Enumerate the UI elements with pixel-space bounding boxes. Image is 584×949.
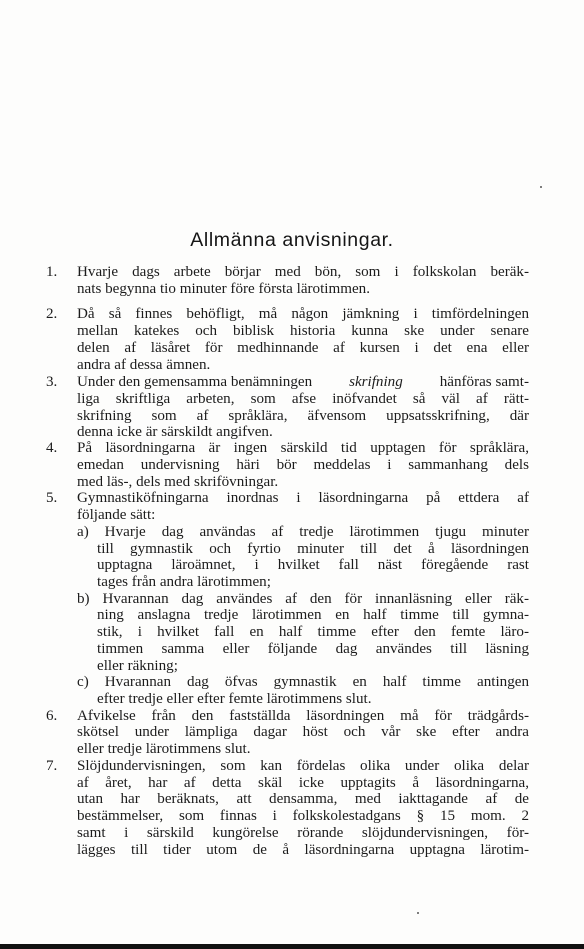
text-line: Hvarje dags arbete börjar med bön, som i folkskolan beräk- [77, 264, 529, 280]
text-line: På läsordningarna är ingen särskild tid upptagen för språklära, [77, 440, 529, 456]
text-line: delen af läsåret för medhinnande af kursen i det ena eller [77, 340, 529, 356]
text-line: Slöjdundervisningen, som kan fördelas olika under olika delar [77, 758, 529, 774]
text-segment: Under den gemensamma benämningen [77, 374, 313, 390]
text-line: bestämmelser, som finnas i folkskolestadgans § 15 mom. 2 [77, 808, 529, 824]
paper-speck [540, 186, 542, 188]
text-line: utan har beräknats, att densamma, med iakttagande af de [77, 791, 529, 807]
text-line: liga skriftliga arbeten, som afse inöfvandet så väl af rätt- [77, 391, 529, 407]
text-line [77, 374, 529, 390]
text-line: stik, i hvilket fall en half timme efter den femte läro- [97, 624, 529, 640]
text-line: till gymnastik och fyrtio minuter till det å läsordningen [97, 541, 529, 557]
text-line: emedan undervisning häri bör meddelas i sammanhang dels [77, 457, 529, 473]
item-number: 4. [46, 440, 58, 456]
item-number: 3. [46, 374, 58, 390]
text-line: andra af dessa ämnen. [77, 357, 211, 373]
item-number: 7. [46, 758, 58, 774]
item-number: 6. [46, 708, 58, 724]
text-line: af året, har af detta skäl icke upptagits å läsordningarna, [77, 775, 529, 791]
text-line: skötsel under lämpliga dagar höst och vår ske efter andra [77, 724, 529, 740]
text-line: efter tredje eller efter femte lärotimmens slut. [97, 691, 372, 707]
text-line: eller tredje lärotimmens slut. [77, 741, 251, 757]
text-line: lägges till tider utom de å läsordningarna upptagna lärotim- [77, 842, 529, 858]
emphasized-term: skrifning [349, 374, 403, 390]
text-line: c) Hvarannan dag öfvas gymnastik en half timme antingen [77, 674, 529, 690]
text-line: timmen samma eller följande dag användes till läsning [97, 641, 529, 657]
text-line: tages från andra lärotimmen; [97, 574, 271, 590]
text-line: eller räkning; [97, 658, 178, 674]
item-number: 1. [46, 264, 58, 280]
text-line: med läs-, dels med skrifövningar. [77, 474, 279, 490]
text-line: ning anslagna tredje lärotimmen en half timme till gymna- [97, 607, 529, 623]
paper-speck [417, 912, 419, 914]
text-line: Då så finnes behöfligt, må någon jämkning i timfördelningen [77, 306, 529, 322]
text-segment: hänföras samt- [439, 374, 529, 390]
scan-edge [0, 944, 584, 949]
text-line: Afvikelse från den fastställda läsordningen må för trädgårds- [77, 708, 529, 724]
text-line: nats begynna tio minuter före första lärotimmen. [77, 281, 370, 297]
text-line: mellan katekes och biblisk historia kunna ske under senare [77, 323, 529, 339]
text-line: skrifning som af språklära, äfvensom uppsatsskrifning, där [77, 408, 529, 424]
text-line: denna icke är särskildt angifven. [77, 424, 273, 440]
item-number: 5. [46, 490, 58, 506]
text-line: upptagna läroämnet, i hvilket fall näst föregående rast [97, 557, 529, 573]
text-line: b) Hvarannan dag användes af den för innanläsning eller räk- [77, 591, 529, 607]
text-line: Gymnastiköfningarna inordnas i läsordningarna på ettdera af [77, 490, 529, 506]
item-number: 2. [46, 306, 58, 322]
page-title: Allmänna anvisningar. [190, 229, 394, 251]
text-line: a) Hvarje dag användas af tredje lärotimmen tjugu minuter [77, 524, 529, 540]
text-line: följande sätt: [77, 507, 156, 523]
text-line: samt i särskild kungörelse rörande slöjdundervisningen, för- [77, 825, 529, 841]
